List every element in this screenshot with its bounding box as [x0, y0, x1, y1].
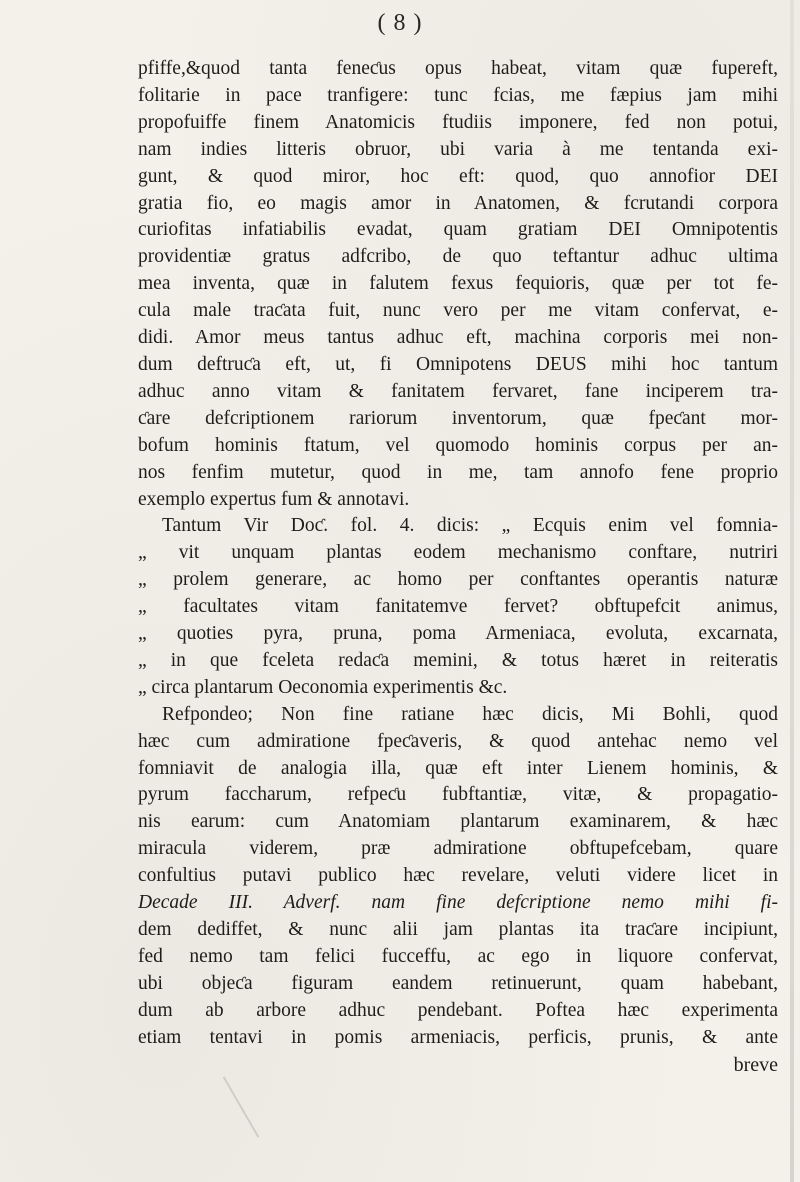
text-line: Decade III. Adverf. nam fine defcriptione nemo mihi fi- — [138, 892, 778, 914]
text-line: mea inventa, quæ in falutem fexus fequioris, quæ per tot fe- — [138, 273, 778, 295]
text-line: Tantum Vir Doƈ. fol. 4. dicis: „ Ecquis enim vel fomnia- — [162, 515, 778, 537]
text-line: cula male traƈata fuit, nunc vero per me vitam confervat, e- — [138, 300, 778, 322]
text-line: confultius putavi publico hæc revelare, veluti videre licet in — [138, 865, 778, 887]
text-line: providentiæ gratus adfcribo, de quo teftantur adhuc ultima — [138, 246, 778, 268]
text-line: propofuiffe finem Anatomicis ftudiis imponere, fed non potui, — [138, 111, 778, 133]
text-line: „ facultates vitam fanitatemve fervet? obftupefcit animus, — [138, 596, 778, 618]
text-line: bofum hominis ftatum, vel quomodo hominis corpus per an- — [138, 434, 778, 456]
text-line: nam indies litteris obruor, ubi varia à me tentanda exi- — [138, 138, 778, 160]
text-line: curiofitas infatiabilis evadat, quam gratiam DEI Omnipotentis — [138, 219, 778, 241]
text-line: hæc cum admiratione fpeƈaveris, & quod antehac nemo vel — [138, 730, 778, 752]
text-line: gunt, & quod miror, hoc eft: quod, quo annofior DEI — [138, 165, 778, 187]
text-line: „ in que fceleta redaƈa memini, & totus hæret in reiteratis — [138, 649, 778, 671]
text-line: „ quoties pyra, pruna, poma Armeniaca, evoluta, excarnata, — [138, 623, 778, 645]
text-line: ƈare defcriptionem rariorum inventorum, quæ fpeƈant mor- — [138, 407, 778, 429]
text-line: exemplo expertus fum & annotavi. — [138, 488, 410, 510]
text-line: miracula viderem, præ admiratione obftupefcebam, quare — [138, 838, 778, 860]
text-line: nos fenfim mutetur, quod in me, tam annofo fene proprio — [138, 461, 778, 483]
text-line: pyrum faccharum, refpeƈu fubftantiæ, vitæ, & propagatio- — [138, 784, 778, 806]
text-line: folitarie in pace tranfigere: tunc fcias, me fæpius jam mihi — [138, 84, 778, 106]
text-line: pfiffe,&quod tanta feneƈus opus habeat, vitam quæ fupereft, — [138, 58, 778, 79]
text-line: „ vit unquam plantas eodem mechanismo conftare, nutriri — [138, 542, 778, 564]
text-line: dem dediffet, & nunc alii jam plantas ita traƈare incipiunt, — [138, 919, 778, 940]
text-line: fed nemo tam felici fucceffu, ac ego in liquore confervat, — [138, 945, 778, 967]
text-line: ubi objeƈa figuram eandem retinuerunt, quam habebant, — [138, 972, 778, 994]
text-line: Refpondeo; Non fine ratiane hæc dicis, Mi Bohli, quod — [162, 703, 778, 725]
page-number: ( 8 ) — [377, 10, 423, 36]
text-line: gratia fio, eo magis amor in Anatomen, & fcrutandi corpora — [138, 192, 778, 214]
text-line: fomniavit de analogia illa, quæ eft inter Lienem hominis, & — [138, 757, 778, 779]
paper-mark — [223, 1076, 260, 1138]
text-line: didi. Amor meus tantus adhuc eft, machina corporis mei non- — [138, 327, 778, 349]
text-line: „ prolem generare, ac homo per conftantes operantis naturæ — [138, 569, 778, 591]
catchword: breve — [733, 1053, 778, 1076]
text-line: etiam tentavi in pomis armeniacis, perficis, prunis, & ante — [138, 1026, 778, 1048]
text-line: adhuc anno vitam & fanitatem fervaret, fane inciperem tra- — [138, 380, 778, 402]
text-line: „ circa plantarum Oeconomia experimentis &c. — [138, 676, 508, 698]
text-line: dum deftruƈa eft, ut, fi Omnipotens DEUS mihi hoc tantum — [138, 353, 778, 375]
text-line: nis earum: cum Anatomiam plantarum examinarem, & hæc — [138, 811, 778, 833]
body-text — [138, 56, 778, 1078]
page-edge-shadow — [790, 0, 794, 1182]
text-line: dum ab arbore adhuc pendebant. Poftea hæc experimenta — [138, 999, 778, 1021]
